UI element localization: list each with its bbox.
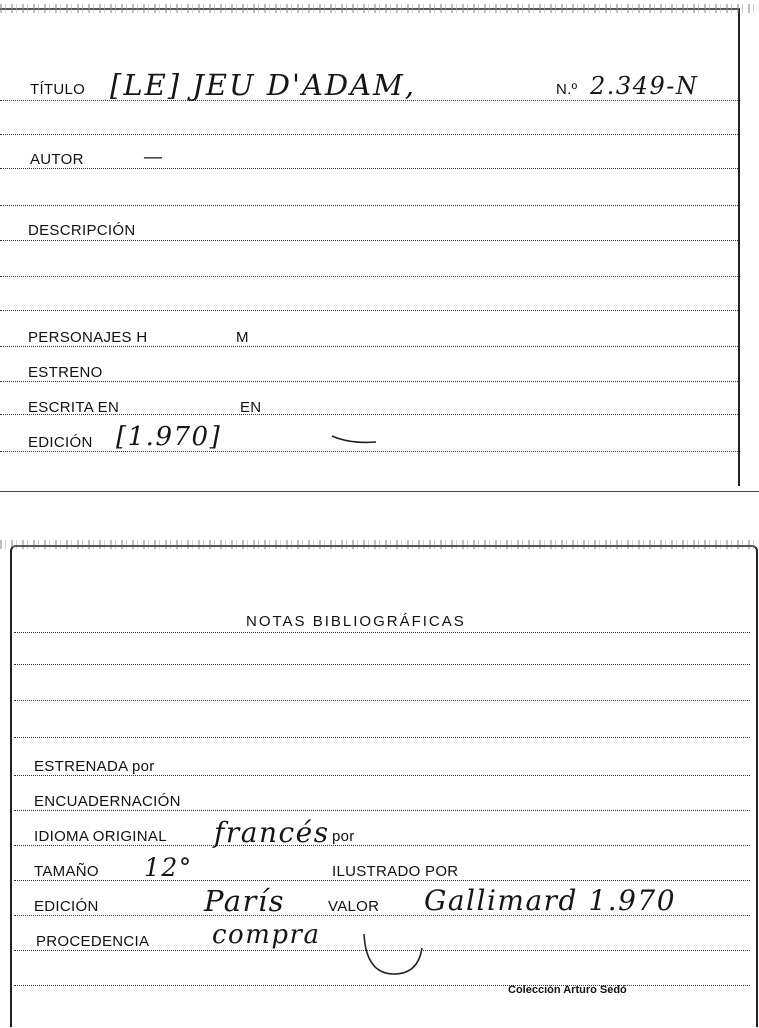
- rule-line: [0, 381, 738, 382]
- coleccion-credit: Colección Arturo Sedó: [508, 984, 627, 996]
- idioma-original-value: francés: [214, 816, 330, 849]
- rule-line: [14, 700, 750, 701]
- valor-label: VALOR: [328, 898, 380, 915]
- card-notch-arc: [360, 930, 430, 978]
- rule-line: [14, 880, 750, 881]
- rule-line: [0, 168, 738, 169]
- card-divider-line: [0, 491, 759, 492]
- procedencia-label: PROCEDENCIA: [36, 933, 150, 950]
- personajes-m-label: M: [236, 329, 249, 346]
- rule-line: [14, 775, 750, 776]
- tamano-label: TAMAÑO: [34, 863, 99, 880]
- valor-value: Gallimard 1.970: [424, 884, 677, 917]
- rule-line: [0, 346, 738, 347]
- ilustrado-por-label: ILUSTRADO POR: [332, 863, 459, 880]
- rule-line: [14, 845, 750, 846]
- rule-line: [0, 205, 738, 206]
- rule-line: [0, 240, 738, 241]
- edicion-lugar-value: París: [204, 884, 286, 918]
- numero-label: N.º: [556, 81, 578, 98]
- paper-edge-speckle: [0, 4, 759, 13]
- rule-line: [14, 664, 750, 665]
- edicion-value-top: [1.970]: [116, 422, 222, 452]
- tamano-value: 12°: [144, 853, 193, 882]
- procedencia-value: compra: [212, 920, 321, 950]
- rule-line: [14, 810, 750, 811]
- notas-bibliograficas-title: NOTAS BIBLIOGRÁFICAS: [246, 613, 466, 630]
- personajes-h-label: PERSONAJES H: [28, 329, 148, 346]
- rule-line: [0, 134, 738, 135]
- rule-line: [14, 985, 750, 986]
- rule-line: [0, 276, 738, 277]
- titulo-value: [LE] JEU D'ADAM,: [110, 68, 416, 102]
- autor-value: —: [143, 144, 165, 168]
- pen-stroke-mark: [330, 432, 380, 446]
- rule-line: [0, 310, 738, 311]
- autor-label: AUTOR: [30, 151, 84, 168]
- idioma-original-label: IDIOMA ORIGINAL: [34, 828, 167, 845]
- edicion-label-bottom: EDICIÓN: [34, 898, 99, 915]
- en-label: EN: [240, 399, 262, 416]
- escrita-en-label: ESCRITA EN: [28, 399, 120, 416]
- numero-value: 2.349-N: [590, 72, 699, 100]
- estreno-label: ESTRENO: [28, 364, 103, 381]
- encuadernacion-label: ENCUADERNACIÓN: [34, 793, 181, 810]
- titulo-label: TÍTULO: [30, 81, 86, 98]
- edicion-label-top: EDICIÓN: [28, 434, 93, 451]
- descripcion-label: DESCRIPCIÓN: [28, 222, 136, 239]
- rule-line: [14, 737, 750, 738]
- rule-line: [0, 451, 738, 452]
- rule-line: [14, 632, 750, 633]
- estrenada-label: ESTRENADA por: [34, 758, 155, 775]
- por-label: por: [332, 828, 355, 845]
